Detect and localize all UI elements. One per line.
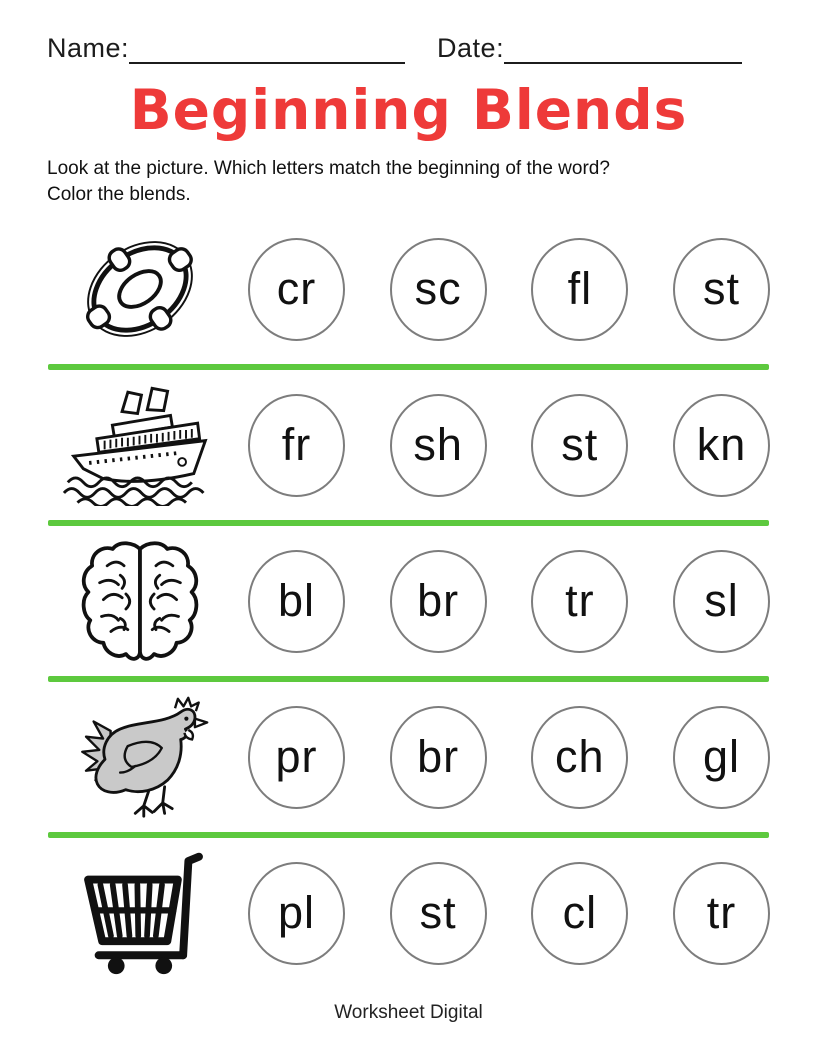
row-brain	[47, 526, 770, 676]
name-fill-line[interactable]	[129, 38, 405, 64]
brain-image	[47, 535, 232, 667]
blend-option[interactable]: sl	[673, 550, 770, 653]
life-preserver-image	[47, 226, 232, 352]
blend-option[interactable]: bl	[248, 550, 345, 653]
blend-option[interactable]: sc	[390, 238, 487, 341]
row-chicken	[47, 682, 770, 832]
blend-option[interactable]: st	[531, 394, 628, 497]
blend-option[interactable]: pl	[248, 862, 345, 965]
ship-icon	[62, 384, 217, 506]
page-title: Beginning Blends	[129, 78, 688, 142]
blend-option[interactable]: sh	[390, 394, 487, 497]
blend-option[interactable]: tr	[673, 862, 770, 965]
ship-image	[47, 384, 232, 506]
instructions-line-2: Color the blends.	[47, 184, 191, 205]
options-row-5	[232, 862, 770, 965]
options-row-1	[232, 238, 770, 341]
blend-option[interactable]: fr	[248, 394, 345, 497]
name-label: Name:	[47, 33, 130, 63]
blend-option[interactable]: br	[390, 706, 487, 809]
row-life-preserver	[47, 214, 770, 364]
options-row-4	[232, 706, 770, 809]
blend-option[interactable]: kn	[673, 394, 770, 497]
shopping-cart-image	[47, 846, 232, 980]
blend-option[interactable]: cl	[531, 862, 628, 965]
date-fill-line[interactable]	[504, 38, 742, 64]
blend-option[interactable]: gl	[673, 706, 770, 809]
instructions	[47, 156, 770, 208]
row-ship	[47, 370, 770, 520]
shopping-cart-icon	[74, 846, 206, 980]
exercise-rows	[47, 214, 770, 988]
options-row-2	[232, 394, 770, 497]
blend-option[interactable]: st	[390, 862, 487, 965]
chicken-image	[47, 691, 232, 823]
blend-option[interactable]: br	[390, 550, 487, 653]
options-row-3	[232, 550, 770, 653]
blend-option[interactable]: tr	[531, 550, 628, 653]
header-fields	[47, 28, 770, 64]
date-label: Date:	[437, 33, 505, 63]
chicken-icon	[69, 691, 211, 823]
blend-option[interactable]: st	[673, 238, 770, 341]
blend-option[interactable]: ch	[531, 706, 628, 809]
row-shopping-cart	[47, 838, 770, 988]
blend-option[interactable]: cr	[248, 238, 345, 341]
life-preserver-icon	[66, 226, 214, 352]
blend-option[interactable]: fl	[531, 238, 628, 341]
blend-option[interactable]: pr	[248, 706, 345, 809]
instructions-line-1: Look at the picture. Which letters match the beginning of the word?	[47, 158, 610, 179]
brain-icon	[79, 535, 201, 667]
brand-footer: Worksheet Digital	[334, 1002, 483, 1023]
